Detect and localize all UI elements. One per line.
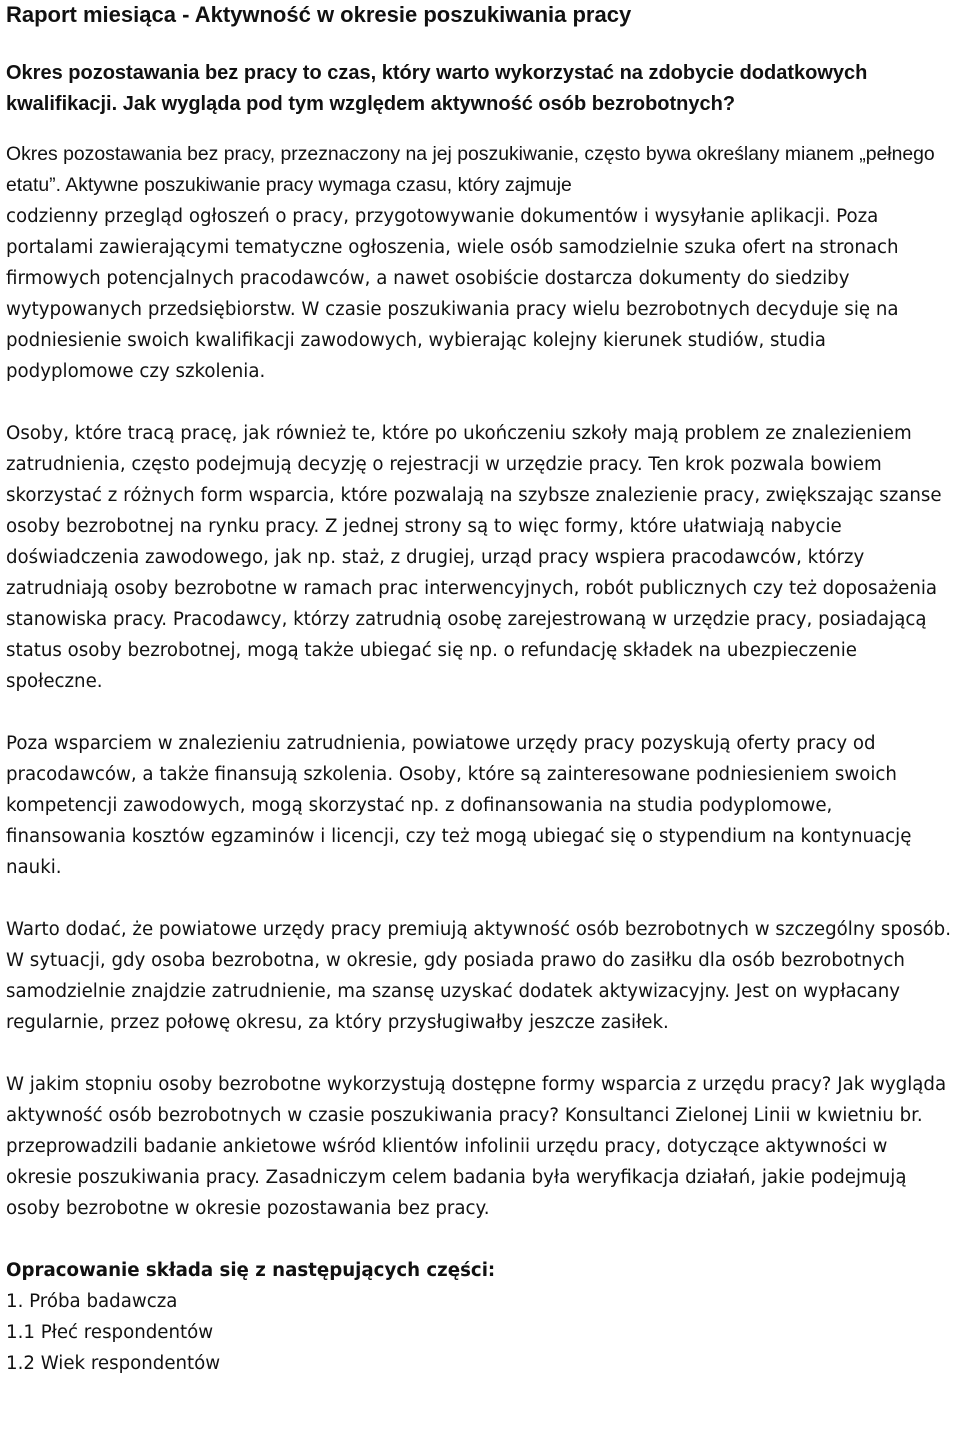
paragraph-1b: codzienny przegląd ogłoszeń o pracy, przygotowywanie dokumentów i wysyłanie aplikacji. Poza portalami zawierającymi tematyczne ogłoszenia, wiele osób samodzielnie szuka ofert na stronach firmowych potencjalnych pracodawców, a nawet osobiście dostarcza dokumenty do siedziby wytypowanych przedsiębiorstw. W czasie poszukiwania pracy wielu bezrobotnych decyduje się na podniesienie swoich kwalifikacji zawodowych, wybierając kolejny kierunek studiów, studia podyplomowe czy szkolenia. [6,206,899,382]
paragraph-4: Warto dodać, że powiatowe urzędy pracy premiują aktywność osób bezrobotnych w szczególny sposób. W sytuacji, gdy osoba bezrobotna, w okresie, gdy posiada prawo do zasiłku dla osób bezrobotnych samodzielnie znajdzie zatrudnienie, ma szansę uzyskać dodatek aktywizacyjny. Jest on wypłacany regularnie, przez połowę okresu, za który przysługiwałby jeszcze zasiłek. [6,919,951,1033]
paragraph-2: Osoby, które tracą pracę, jak również te, które po ukończeniu szkoły mają problem ze znalezieniem zatrudnienia, często podejmują decyzję o rejestracji w urzędzie pracy. Ten krok pozwala bowiem skorzystać z różnych form wsparcia, które pozwalają na szybsze znalezienie pracy, zwiększając szanse osoby bezrobotnej na rynku pracy. Z jednej strony są to więc formy, które ułatwiają nabycie doświadczenia zawodowego, jak np. staż, z drugiej, urząd pracy wspiera pracodawców, którzy zatrudniają osoby bezrobotne w ramach prac interwencyjnych, robót publicznych czy też doposażenia stanowiska pracy. Pracodawcy, którzy zatrudnią osobę zarejestrowaną w urzędzie pracy, posiadającą status osoby bezrobotnej, mogą także ubiegać się np. o refundację składek na ubezpieczenie społeczne. [6,423,942,692]
toc-item: 1.1 Płeć respondentów [6,1322,214,1343]
toc-item: 1. Próba badawcza [6,1291,178,1312]
toc-heading: Opracowanie składa się z następujących części: [6,1260,496,1281]
paragraph-1-part-a: Okres pozostawania bez pracy, przeznaczony na jej poszukiwanie, często bywa określany mianem „pełnego etatu”. Aktywne poszukiwanie pracy wymaga czasu, który zajmuje [6,143,935,196]
paragraph-1a [6,139,956,201]
toc-item: 1.2 Wiek respondentów [6,1353,221,1374]
toc-list [6,1286,956,1379]
document-title: Raport miesiąca - Aktywność w okresie poszukiwania pracy [6,2,632,27]
lead-paragraph: Okres pozostawania bez pracy to czas, który warto wykorzystać na zdobycie dodatkowych kwalifikacji. Jak wygląda pod tym względem aktywność osób bezrobotnych? [6,62,868,115]
paragraph-5: W jakim stopniu osoby bezrobotne wykorzystują dostępne formy wsparcia z urzędu pracy? Jak wygląda aktywność osób bezrobotnych w czasie poszukiwania pracy? Konsultanci Zielonej Linii w kwietniu br. przeprowadzili badanie ankietowe wśród klientów infolinii urzędu pracy, dotyczące aktywności w okresie poszukiwania pracy. Zasadniczym celem badania była weryfikacja działań, jakie podejmują osoby bezrobotne w okresie pozostawania bez pracy. [6,1074,947,1219]
paragraph-3: Poza wsparciem w znalezieniu zatrudnienia, powiatowe urzędy pracy pozyskują oferty pracy od pracodawców, a także finansują szkolenia. Osoby, które są zainteresowane podniesieniem swoich kompetencji zawodowych, mogą skorzystać np. z dofinansowania na studia podyplomowe, finansowania kosztów egzaminów i licencji, czy też mogą ubiegać się o stypendium na kontynuację nauki. [6,733,912,878]
